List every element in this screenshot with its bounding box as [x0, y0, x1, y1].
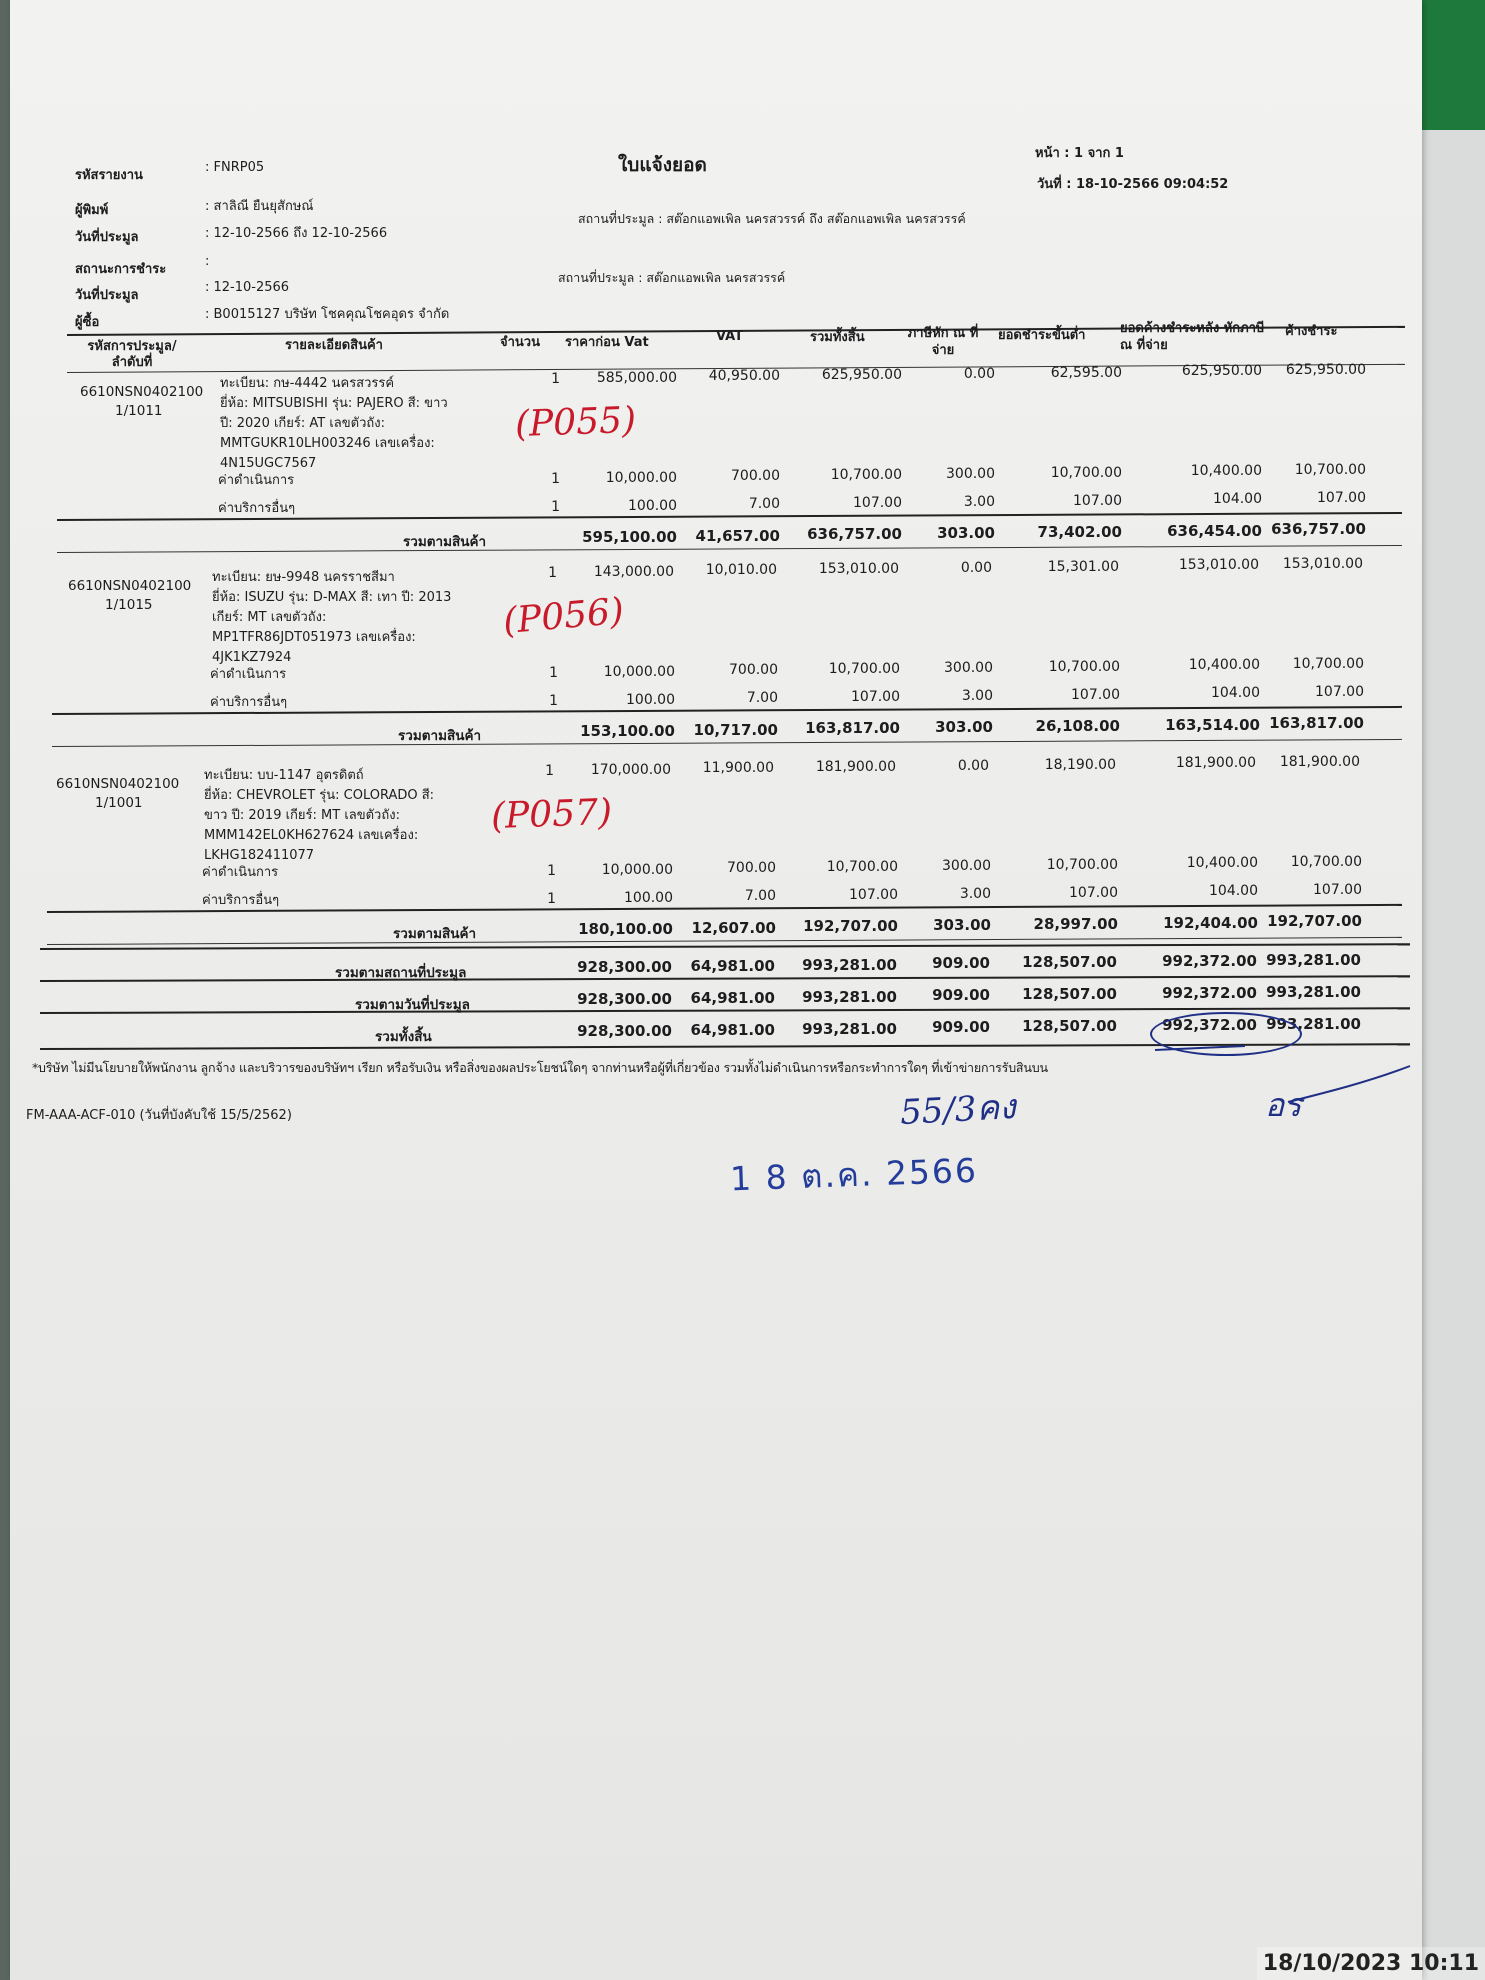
total-cell: 128,507.00 — [1022, 1017, 1117, 1036]
fee-cell: 7.00 — [748, 496, 780, 513]
main-cell: 625,950.00 — [821, 367, 902, 384]
subtotal-label: รวมตามสินค้า — [403, 534, 487, 550]
header-code: รหัสการประมูล/ ลำดับที่ — [87, 339, 177, 370]
page-indicator: หน้า : 1 จาก 1 — [1035, 146, 1124, 161]
fee-cell: 107.00 — [1069, 884, 1118, 901]
venue-range: สถานที่ประมูล : สต๊อกแอพเพิล นครสวรรค์ ถึง สต๊อกแอพเพิล นครสวรรค์ — [578, 211, 966, 226]
fee-cell: 10,700.00 — [1048, 658, 1120, 675]
total-cell: 993,281.00 — [802, 1019, 897, 1038]
vehicle-line: MP1TFR86JDT051973 เลขเครื่อง: — [212, 630, 416, 645]
fee-cell: 104.00 — [1213, 491, 1262, 508]
main-cell: 62,595.00 — [1050, 364, 1122, 381]
main-cell: 15,301.00 — [1047, 558, 1119, 575]
fee-cell: 10,700.00 — [1050, 464, 1122, 481]
header-qty: จำนวน — [500, 335, 540, 350]
vehicle-line: ยี่ห้อ: ISUZU รุ่น: D-MAX สี: เทา ปี: 2013 — [212, 590, 452, 605]
fee-cell: 300.00 — [942, 857, 991, 874]
main-cell: 0.00 — [963, 365, 995, 382]
subtotal-cell: 636,454.00 — [1167, 521, 1262, 540]
total-cell: 909.00 — [932, 954, 990, 973]
handwritten-note: 55/3คง — [899, 1086, 1017, 1133]
main-cell: 585,000.00 — [596, 369, 677, 386]
vehicle-line: ยี่ห้อ: CHEVROLET รุ่น: COLORADO สี: — [204, 788, 435, 803]
document-title: ใบแจ้งยอด — [618, 154, 707, 176]
fee-cell: 100.00 — [624, 889, 673, 906]
fee-cell: 10,700.00 — [1046, 856, 1118, 873]
fee-cell: 1 — [551, 471, 560, 487]
subtotal-cell: 636,757.00 — [807, 525, 902, 544]
vehicle-line: ทะเบียน: บบ-1147 อุตรดิตถ์ — [204, 768, 364, 783]
vehicle-line: ขาว ปี: 2019 เกียร์: MT เลขตัวถัง: — [204, 808, 400, 823]
subtotal-label: รวมตามสินค้า — [393, 926, 477, 942]
fee-cell: 100.00 — [628, 497, 677, 514]
subtotal-cell: 10,717.00 — [693, 720, 778, 739]
main-cell: 153,010.00 — [818, 561, 899, 578]
meta-value: : 12-10-2566 ถึง 12-10-2566 — [205, 226, 388, 241]
subtotal-cell: 180,100.00 — [578, 920, 673, 938]
meta-label: วันที่ประมูล — [75, 230, 139, 245]
fee-cell: 107.00 — [1317, 489, 1366, 506]
fee-cell: 100.00 — [626, 691, 675, 708]
total-cell: 992,372.00 — [1162, 1016, 1257, 1034]
total-cell: 992,372.00 — [1162, 984, 1257, 1002]
handwritten-lot-note: (P057) — [490, 791, 613, 838]
total-cell: 992,372.00 — [1162, 952, 1257, 970]
auction-code: 6610NSN0402100 — [68, 578, 192, 594]
handwritten-arrow — [1150, 1040, 1260, 1060]
total-cell: 993,281.00 — [802, 987, 897, 1006]
fee-cell: 7.00 — [746, 690, 778, 707]
form-code: FM-AAA-ACF-010 (วันที่บังคับใช้ 15/5/2562) — [26, 1108, 292, 1123]
vehicle-line: เกียร์: MT เลขตัวถัง: — [212, 610, 327, 625]
total-rule — [40, 943, 1410, 950]
fee-cell: 10,000.00 — [601, 861, 673, 878]
fee-label: ค่าดำเนินการ — [210, 667, 287, 682]
total-cell: 128,507.00 — [1022, 953, 1117, 972]
meta-label: รหัสรายงาน — [75, 168, 143, 183]
vehicle-line: ปี: 2020 เกียร์: AT เลขตัวถัง: — [220, 416, 386, 431]
auction-code: 6610NSN0402100 — [80, 384, 204, 400]
fee-cell: 107.00 — [1315, 683, 1364, 700]
fee-label: ค่าดำเนินการ — [202, 865, 279, 880]
vehicle-line: 4N15UGC7567 — [220, 456, 317, 471]
fee-label: ค่าดำเนินการ — [218, 473, 295, 488]
fee-cell: 107.00 — [851, 689, 900, 706]
subtotal-cell: 41,657.00 — [695, 526, 780, 545]
fee-cell: 10,700.00 — [1292, 655, 1364, 672]
main-cell: 153,010.00 — [1282, 555, 1363, 572]
vehicle-line: 4JK1KZ7924 — [212, 650, 292, 665]
fee-cell: 107.00 — [1073, 492, 1122, 509]
vehicle-line: ทะเบียน: ยษ-9948 นครราชสีมา — [212, 570, 395, 585]
total-cell: 909.00 — [932, 986, 990, 1005]
total-cell: 993,281.00 — [1266, 950, 1361, 969]
fee-cell: 10,700.00 — [1294, 461, 1366, 478]
main-cell: 625,950.00 — [1285, 361, 1366, 378]
total-label: รวมทั้งสิ้น — [375, 1029, 432, 1045]
auction-code: 6610NSN0402100 — [56, 776, 180, 792]
vehicle-line: MMM142EL0KH627624 เลขเครื่อง: — [204, 828, 419, 843]
fee-label: ค่าบริการอื่นๆ — [202, 893, 280, 908]
fee-cell: 10,700.00 — [826, 859, 898, 876]
main-cell: 1 — [548, 565, 557, 581]
meta-label: ผู้ซื้อ — [75, 315, 100, 330]
header-detail: รายละเอียดสินค้า — [285, 338, 383, 353]
main-cell: 181,900.00 — [1279, 753, 1360, 770]
received-date-stamp: 1 8 ต.ค. 2566 — [729, 1150, 979, 1199]
vehicle-line: ยี่ห้อ: MITSUBISHI รุ่น: PAJERO สี: ขาว — [220, 396, 448, 411]
total-cell: 64,981.00 — [690, 956, 775, 975]
fee-cell: 104.00 — [1211, 685, 1260, 702]
total-cell: 993,281.00 — [802, 955, 897, 974]
fee-cell: 1 — [551, 499, 560, 515]
fee-cell: 3.00 — [959, 885, 991, 902]
fee-cell: 1 — [547, 891, 556, 907]
meta-label: สถานะการชำระ — [75, 262, 167, 277]
header-remain: ยอดค้างชำระหลัง หักภาษี ณ ที่จ่าย — [1120, 321, 1265, 353]
header-outstanding: ค้างชำระ — [1285, 324, 1338, 339]
vehicle-line: ทะเบียน: กษ-4442 นครสวรรค์ — [220, 376, 395, 391]
subtotal-cell: 303.00 — [937, 524, 995, 543]
fee-cell: 300.00 — [946, 465, 995, 482]
main-cell: 1 — [545, 763, 554, 779]
main-cell: 40,950.00 — [708, 368, 780, 385]
fee-cell: 104.00 — [1209, 883, 1258, 900]
fee-cell: 7.00 — [744, 888, 776, 905]
vehicle-description — [220, 374, 448, 474]
meta-value: : FNRP05 — [205, 160, 265, 175]
subtotal-cell: 192,707.00 — [1267, 912, 1362, 931]
main-cell: 181,900.00 — [815, 759, 896, 776]
statement-paper — [10, 0, 1422, 1980]
venue: สถานที่ประมูล : สต๊อกแอพเพิล นครสวรรค์ — [558, 270, 786, 285]
main-cell: 170,000.00 — [590, 761, 671, 778]
meta-value: : สาลิณี ยืนยุสักษณ์ — [205, 199, 314, 214]
fee-cell: 10,000.00 — [603, 663, 675, 680]
meta-value: : B0015127 บริษัท โชคคุณโชคอุดร จำกัด — [205, 307, 450, 322]
header-pre-vat: ราคาก่อน Vat — [565, 335, 649, 350]
subtotal-cell: 192,404.00 — [1163, 913, 1258, 932]
fee-cell: 10,700.00 — [830, 467, 902, 484]
auction-seq: 1/1015 — [105, 597, 153, 613]
total-label: รวมตามสถานที่ประมูล — [335, 965, 467, 981]
main-cell: 18,190.00 — [1044, 756, 1116, 773]
handwritten-lot-note: (P055) — [514, 399, 637, 446]
background-edge — [1418, 0, 1485, 1980]
subtotal-cell: 163,817.00 — [805, 719, 900, 738]
fee-cell: 700.00 — [731, 468, 780, 485]
fee-cell: 107.00 — [1313, 881, 1362, 898]
main-cell: 153,010.00 — [1178, 557, 1259, 574]
total-cell: 128,507.00 — [1022, 985, 1117, 1004]
fee-label: ค่าบริการอื่นๆ — [218, 501, 296, 516]
main-cell: 10,010.00 — [705, 562, 777, 579]
subtotal-cell: 26,108.00 — [1035, 716, 1120, 735]
total-cell: 993,281.00 — [1266, 982, 1361, 1001]
header-vat: VAT — [716, 329, 744, 344]
subtotal-cell: 192,707.00 — [803, 917, 898, 936]
main-cell: 181,900.00 — [1175, 755, 1256, 772]
main-cell: 625,950.00 — [1181, 363, 1262, 380]
fee-label: ค่าบริการอื่นๆ — [210, 695, 288, 710]
subtotal-cell: 595,100.00 — [582, 528, 677, 546]
subtotal-cell: 28,997.00 — [1033, 914, 1118, 933]
fee-cell: 700.00 — [727, 860, 776, 877]
fee-cell: 1 — [549, 665, 558, 681]
main-cell: 11,900.00 — [702, 760, 774, 777]
main-cell: 0.00 — [960, 559, 992, 576]
fee-cell: 107.00 — [1071, 686, 1120, 703]
total-cell: 928,300.00 — [577, 1022, 672, 1040]
subtotal-bottom-rule — [52, 739, 1402, 747]
total-label: รวมตามวันที่ประมูล — [355, 997, 470, 1013]
fee-cell: 3.00 — [961, 687, 993, 704]
total-cell: 928,300.00 — [577, 990, 672, 1008]
fee-cell: 1 — [549, 693, 558, 709]
total-rule — [40, 975, 1410, 982]
total-cell: 64,981.00 — [690, 988, 775, 1007]
main-cell: 143,000.00 — [593, 563, 674, 580]
header-deposit: ยอดชำระขั้นต่ำ — [998, 328, 1086, 343]
fee-cell: 700.00 — [729, 662, 778, 679]
total-cell: 909.00 — [932, 1018, 990, 1037]
fee-cell: 10,400.00 — [1186, 855, 1258, 872]
subtotal-cell: 12,607.00 — [691, 918, 776, 937]
fee-cell: 10,700.00 — [828, 661, 900, 678]
auction-seq: 1/1011 — [115, 403, 163, 419]
total-cell: 928,300.00 — [577, 958, 672, 976]
signature: อร — [1265, 1086, 1302, 1124]
vehicle-line: LKHG182411077 — [204, 848, 315, 863]
total-cell: 993,281.00 — [1266, 1014, 1361, 1033]
fee-cell: 10,400.00 — [1188, 657, 1260, 674]
auction-seq: 1/1001 — [95, 795, 143, 811]
subtotal-bottom-rule — [57, 545, 1402, 553]
subtotal-cell: 163,514.00 — [1165, 715, 1260, 734]
meta-label: ผู้พิมพ์ — [75, 203, 109, 218]
vehicle-description — [212, 568, 451, 668]
photo-timestamp: 18/10/2023 10:11 — [1257, 1947, 1485, 1980]
meta-label: วันที่ประมูล — [75, 288, 139, 303]
subtotal-cell: 163,817.00 — [1269, 714, 1364, 733]
vehicle-line: MMTGUKR10LH003246 เลขเครื่อง: — [220, 436, 435, 451]
subtotal-cell: 303.00 — [933, 916, 991, 935]
statement-document — [10, 0, 1422, 1980]
fee-cell: 3.00 — [963, 493, 995, 510]
fee-cell: 10,000.00 — [605, 469, 677, 486]
vehicle-description — [204, 766, 434, 866]
main-cell: 1 — [551, 371, 560, 387]
subtotal-cell: 73,402.00 — [1037, 522, 1122, 541]
signature-stroke — [1278, 1062, 1418, 1112]
subtotal-cell: 303.00 — [935, 718, 993, 737]
print-date: วันที่ : 18-10-2566 09:04:52 — [1037, 177, 1229, 192]
header-wht: ภาษีหัก ณ ที่จ่าย — [907, 326, 979, 358]
subtotal-label: รวมตามสินค้า — [398, 728, 482, 744]
fee-cell: 1 — [547, 863, 556, 879]
fee-cell: 10,700.00 — [1290, 853, 1362, 870]
fee-cell: 10,400.00 — [1190, 463, 1262, 480]
subtotal-cell: 636,757.00 — [1271, 520, 1366, 539]
main-cell: 0.00 — [957, 757, 989, 774]
fee-cell: 107.00 — [853, 495, 902, 512]
disclaimer: *บริษัท ไม่มีนโยบายให้พนักงาน ลูกจ้าง และบริวารของบริษัทฯ เรียก หรือรับเงิน หรือสิ่งของผลประโยชน์ใดๆ จากท่านหรือผู้ที่เกี่ยวข้อง รวมทั้งไม่ดำเนินการหรือกระทำการใดๆ ที่เข้าข่ายการรับสินบน — [32, 1060, 1048, 1075]
subtotal-cell: 153,100.00 — [580, 722, 675, 740]
fee-cell: 300.00 — [944, 659, 993, 676]
handwritten-lot-note: (P056) — [501, 590, 626, 643]
header-total: รวมทั้งสิ้น — [810, 330, 865, 345]
meta-value: : — [205, 254, 210, 269]
total-cell: 64,981.00 — [690, 1020, 775, 1039]
fee-cell: 107.00 — [849, 887, 898, 904]
meta-value: : 12-10-2566 — [205, 280, 290, 295]
